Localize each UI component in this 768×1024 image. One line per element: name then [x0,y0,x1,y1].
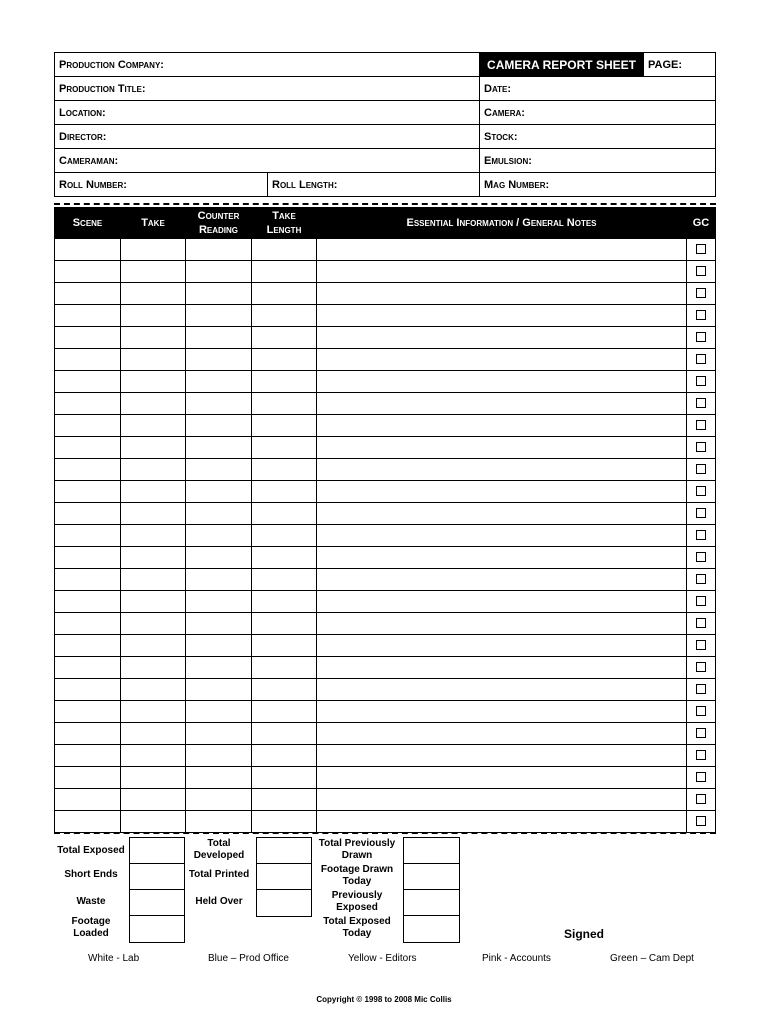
log-row [55,239,716,261]
short-ends-box[interactable] [129,863,185,891]
log-row [55,305,716,327]
take-log-table [54,207,716,833]
log-row [55,657,716,679]
gc-checkbox-icon[interactable] [696,706,706,716]
log-body [55,239,716,833]
notes-cell[interactable] [317,525,687,547]
scene-cell[interactable] [55,635,121,657]
take-cell[interactable] [121,613,186,635]
scene-cell[interactable] [55,679,121,701]
counter-reading-cell[interactable] [186,305,252,327]
take-length-cell[interactable] [252,503,317,525]
roll-length-field[interactable] [268,173,480,197]
gc-checkbox-icon[interactable] [696,662,706,672]
counter-reading-cell[interactable] [186,415,252,437]
total-printed-box[interactable] [256,863,312,891]
gc-checkbox-icon[interactable] [696,354,706,364]
log-row [55,283,716,305]
counter-reading-cell[interactable] [186,349,252,371]
take-length-cell[interactable] [252,701,317,723]
notes-cell[interactable] [317,811,687,833]
total-exposed-box[interactable] [129,837,185,865]
counter-reading-cell[interactable] [186,371,252,393]
log-row [55,327,716,349]
cameraman-field[interactable] [55,149,480,173]
short-ends-label: Short Ends [64,869,118,880]
gc-checkbox-icon[interactable] [696,266,706,276]
notes-cell[interactable] [317,635,687,657]
take-cell[interactable] [121,635,186,657]
take-length-cell[interactable] [252,767,317,789]
gc-checkbox-icon[interactable] [696,332,706,342]
total-exposed-label: Total Exposed [57,845,125,856]
counter-reading-cell[interactable] [186,811,252,833]
scene-cell[interactable] [55,701,121,723]
notes-cell[interactable] [317,437,687,459]
log-row [55,547,716,569]
notes-cell[interactable] [317,745,687,767]
date-field[interactable] [480,77,716,101]
notes-cell[interactable] [317,569,687,591]
take-cell[interactable] [121,569,186,591]
take-length-cell[interactable] [252,283,317,305]
gc-cell[interactable] [687,305,716,327]
gc-cell[interactable] [687,239,716,261]
gc-checkbox-icon[interactable] [696,574,706,584]
waste-box[interactable] [129,889,185,917]
gc-checkbox-icon[interactable] [696,772,706,782]
log-row [55,437,716,459]
log-row [55,679,716,701]
gc-cell[interactable] [687,481,716,503]
counter-reading-cell[interactable] [186,261,252,283]
gc-checkbox-icon[interactable] [696,310,706,320]
counter-reading-cell[interactable] [186,547,252,569]
take-cell[interactable] [121,547,186,569]
total-previously-drawn-box[interactable] [403,837,460,865]
notes-cell[interactable] [317,657,687,679]
take-length-cell[interactable] [252,723,317,745]
gc-checkbox-icon[interactable] [696,420,706,430]
take-cell[interactable] [121,349,186,371]
held-over-box[interactable] [256,889,312,917]
total-developed-label: Total Developed [193,838,245,861]
notes-cell[interactable] [317,789,687,811]
take-length-cell[interactable] [252,745,317,767]
gc-checkbox-icon[interactable] [696,816,706,826]
total-previously-drawn-label: Total Previously Drawn [318,838,396,861]
total-printed-label: Total Printed [188,869,250,880]
gc-cell[interactable] [687,591,716,613]
footage-drawn-today-box[interactable] [403,863,460,891]
take-length-cell[interactable] [252,679,317,701]
gc-checkbox-icon[interactable] [696,750,706,760]
take-length-cell[interactable] [252,415,317,437]
counter-reading-cell[interactable] [186,437,252,459]
gc-checkbox-icon[interactable] [696,684,706,694]
col-take: Take [121,208,186,239]
col-counter-reading: Counter Reading [186,208,252,239]
take-cell[interactable] [121,327,186,349]
counter-reading-cell[interactable] [186,591,252,613]
take-cell[interactable] [121,679,186,701]
scene-cell[interactable] [55,503,121,525]
take-length-cell[interactable] [252,371,317,393]
gc-checkbox-icon[interactable] [696,244,706,254]
header-info-table [54,52,716,197]
roll-length-label: Roll Length: [272,178,338,191]
total-exposed-today-box[interactable] [403,915,460,943]
take-length-cell[interactable] [252,657,317,679]
production-title-field[interactable] [55,77,480,101]
emulsion-field[interactable] [480,149,716,173]
notes-cell[interactable] [317,261,687,283]
log-row [55,371,716,393]
take-cell[interactable] [121,459,186,481]
mag-number-field[interactable] [480,173,716,197]
scene-cell[interactable] [55,789,121,811]
scene-cell[interactable] [55,415,121,437]
counter-reading-cell[interactable] [186,723,252,745]
gc-cell[interactable] [687,723,716,745]
notes-cell[interactable] [317,305,687,327]
dist-white-lab: White - Lab [88,953,140,964]
gc-cell[interactable] [687,415,716,437]
log-row [55,745,716,767]
gc-checkbox-icon[interactable] [696,442,706,452]
director-field[interactable] [55,125,480,149]
scene-cell[interactable] [55,657,121,679]
gc-cell[interactable] [687,459,716,481]
scene-cell[interactable] [55,283,121,305]
notes-cell[interactable] [317,679,687,701]
production-company-field[interactable] [55,53,480,77]
gc-cell[interactable] [687,745,716,767]
gc-cell[interactable] [687,613,716,635]
gc-checkbox-icon[interactable] [696,398,706,408]
gc-checkbox-icon[interactable] [696,640,706,650]
counter-reading-cell[interactable] [186,745,252,767]
cameraman-label: Cameraman: [59,154,119,167]
roll-number-field[interactable] [55,173,268,197]
counter-reading-cell[interactable] [186,503,252,525]
take-length-cell[interactable] [252,327,317,349]
dist-yellow-editors: Yellow - Editors [348,953,417,964]
location-label: Location: [59,106,106,119]
scene-cell[interactable] [55,305,121,327]
counter-reading-cell[interactable] [186,327,252,349]
mag-number-label: Mag Number: [484,178,550,191]
gc-cell[interactable] [687,371,716,393]
gc-checkbox-icon[interactable] [696,794,706,804]
held-over-label: Held Over [195,896,243,907]
gc-cell[interactable] [687,349,716,371]
camera-field[interactable] [480,101,716,125]
gc-cell[interactable] [687,767,716,789]
take-length-cell[interactable] [252,437,317,459]
log-row [55,569,716,591]
take-length-cell[interactable] [252,459,317,481]
total-developed-box[interactable] [256,837,312,865]
take-cell[interactable] [121,701,186,723]
scene-cell[interactable] [55,811,121,833]
counter-reading-cell[interactable] [186,569,252,591]
col-notes: Essential Information / General Notes [317,208,687,239]
notes-cell[interactable] [317,591,687,613]
notes-cell[interactable] [317,371,687,393]
director-label: Director: [59,130,107,143]
scene-cell[interactable] [55,569,121,591]
gc-checkbox-icon[interactable] [696,486,706,496]
gc-checkbox-icon[interactable] [696,728,706,738]
gc-checkbox-icon[interactable] [696,618,706,628]
counter-reading-cell[interactable] [186,679,252,701]
notes-cell[interactable] [317,239,687,261]
notes-cell[interactable] [317,349,687,371]
notes-cell[interactable] [317,613,687,635]
counter-reading-cell[interactable] [186,767,252,789]
log-row [55,789,716,811]
counter-reading-cell[interactable] [186,481,252,503]
gc-cell[interactable] [687,569,716,591]
take-length-cell[interactable] [252,789,317,811]
col-scene: Scene [55,208,121,239]
scene-cell[interactable] [55,547,121,569]
gc-cell[interactable] [687,503,716,525]
counter-reading-cell[interactable] [186,789,252,811]
notes-cell[interactable] [317,723,687,745]
scene-cell[interactable] [55,393,121,415]
scene-cell[interactable] [55,723,121,745]
notes-cell[interactable] [317,393,687,415]
take-cell[interactable] [121,371,186,393]
take-cell[interactable] [121,239,186,261]
page-field[interactable] [644,53,716,77]
take-cell[interactable] [121,283,186,305]
log-row [55,459,716,481]
log-row [55,591,716,613]
take-length-cell[interactable] [252,635,317,657]
camera-label: Camera: [484,106,525,119]
gc-cell[interactable] [687,547,716,569]
notes-cell[interactable] [317,415,687,437]
log-row [55,635,716,657]
counter-reading-cell[interactable] [186,283,252,305]
take-length-cell[interactable] [252,569,317,591]
gc-cell[interactable] [687,635,716,657]
scene-cell[interactable] [55,481,121,503]
previously-exposed-label: Previously Exposed [331,890,383,913]
counter-reading-cell[interactable] [186,657,252,679]
take-cell[interactable] [121,745,186,767]
log-row [55,481,716,503]
signed-label: Signed [564,927,605,941]
take-cell[interactable] [121,657,186,679]
scene-cell[interactable] [55,591,121,613]
footage-drawn-today-label: Footage Drawn Today [320,864,394,887]
take-length-cell[interactable] [252,481,317,503]
production-company-label: Production Company: [59,58,164,71]
dist-blue-prod-office: Blue – Prod Office [208,953,289,964]
take-cell[interactable] [121,723,186,745]
log-row [55,613,716,635]
footage-loaded-label: Footage Loaded [71,916,111,939]
waste-label: Waste [76,896,106,907]
copyright-notice: Copyright © 1998 to 2008 Mic Collis [316,995,452,1004]
log-row [55,701,716,723]
counter-reading-cell[interactable] [186,393,252,415]
bottom-dashed-separator [54,832,716,834]
log-row [55,349,716,371]
gc-cell[interactable] [687,327,716,349]
counter-reading-cell[interactable] [186,459,252,481]
gc-cell[interactable] [687,789,716,811]
counter-reading-cell[interactable] [186,239,252,261]
take-cell[interactable] [121,481,186,503]
log-header-row [55,208,716,239]
notes-cell[interactable] [317,481,687,503]
date-label: Date: [484,82,512,95]
emulsion-label: Emulsion: [484,154,532,167]
page-label: PAGE: [648,58,683,71]
dist-pink-accounts: Pink - Accounts [482,953,551,964]
take-cell[interactable] [121,525,186,547]
roll-number-label: Roll Number: [59,178,127,191]
scene-cell[interactable] [55,767,121,789]
notes-cell[interactable] [317,327,687,349]
take-cell[interactable] [121,789,186,811]
take-length-cell[interactable] [252,349,317,371]
log-row [55,723,716,745]
take-length-cell[interactable] [252,811,317,833]
gc-cell[interactable] [687,701,716,723]
stock-field[interactable] [480,125,716,149]
notes-cell[interactable] [317,701,687,723]
notes-cell[interactable] [317,767,687,789]
scene-cell[interactable] [55,327,121,349]
notes-cell[interactable] [317,503,687,525]
location-field[interactable] [55,101,480,125]
gc-checkbox-icon[interactable] [696,464,706,474]
take-cell[interactable] [121,767,186,789]
gc-cell[interactable] [687,393,716,415]
scene-cell[interactable] [55,745,121,767]
gc-cell[interactable] [687,437,716,459]
log-row [55,415,716,437]
scene-cell[interactable] [55,525,121,547]
log-row [55,767,716,789]
footage-loaded-box[interactable] [129,915,185,943]
gc-cell[interactable] [687,679,716,701]
log-row [55,503,716,525]
gc-cell[interactable] [687,283,716,305]
production-title-label: Production Title: [59,82,146,95]
scene-cell[interactable] [55,437,121,459]
take-cell[interactable] [121,437,186,459]
notes-cell[interactable] [317,547,687,569]
scene-cell[interactable] [55,349,121,371]
previously-exposed-box[interactable] [403,889,460,917]
take-length-cell[interactable] [252,525,317,547]
take-length-cell[interactable] [252,613,317,635]
gc-checkbox-icon[interactable] [696,552,706,562]
gc-cell[interactable] [687,261,716,283]
counter-reading-cell[interactable] [186,635,252,657]
col-gc: GC [687,208,716,239]
take-cell[interactable] [121,811,186,833]
gc-cell[interactable] [687,657,716,679]
scene-cell[interactable] [55,371,121,393]
counter-reading-cell[interactable] [186,525,252,547]
take-length-cell[interactable] [252,305,317,327]
take-cell[interactable] [121,415,186,437]
take-cell[interactable] [121,393,186,415]
gc-checkbox-icon[interactable] [696,530,706,540]
notes-cell[interactable] [317,283,687,305]
scene-cell[interactable] [55,239,121,261]
take-length-cell[interactable] [252,261,317,283]
gc-checkbox-icon[interactable] [696,288,706,298]
take-cell[interactable] [121,261,186,283]
gc-checkbox-icon[interactable] [696,596,706,606]
take-cell[interactable] [121,305,186,327]
take-length-cell[interactable] [252,591,317,613]
take-length-cell[interactable] [252,393,317,415]
log-row [55,261,716,283]
counter-reading-cell[interactable] [186,613,252,635]
log-row [55,393,716,415]
notes-cell[interactable] [317,459,687,481]
take-length-cell[interactable] [252,239,317,261]
gc-checkbox-icon[interactable] [696,508,706,518]
scene-cell[interactable] [55,261,121,283]
col-take-length: Take Length [252,208,317,239]
top-dashed-separator [54,203,716,205]
camera-report-sheet-title: CAMERA REPORT SHEET [480,53,644,77]
log-row [55,525,716,547]
stock-label: Stock: [484,130,518,143]
total-exposed-today-label: Total Exposed Today [323,916,391,939]
take-cell[interactable] [121,591,186,613]
take-cell[interactable] [121,503,186,525]
log-row [55,811,716,833]
scene-cell[interactable] [55,613,121,635]
gc-cell[interactable] [687,811,716,833]
gc-cell[interactable] [687,525,716,547]
take-length-cell[interactable] [252,547,317,569]
dist-green-cam-dept: Green – Cam Dept [610,953,694,964]
counter-reading-cell[interactable] [186,701,252,723]
gc-checkbox-icon[interactable] [696,376,706,386]
scene-cell[interactable] [55,459,121,481]
